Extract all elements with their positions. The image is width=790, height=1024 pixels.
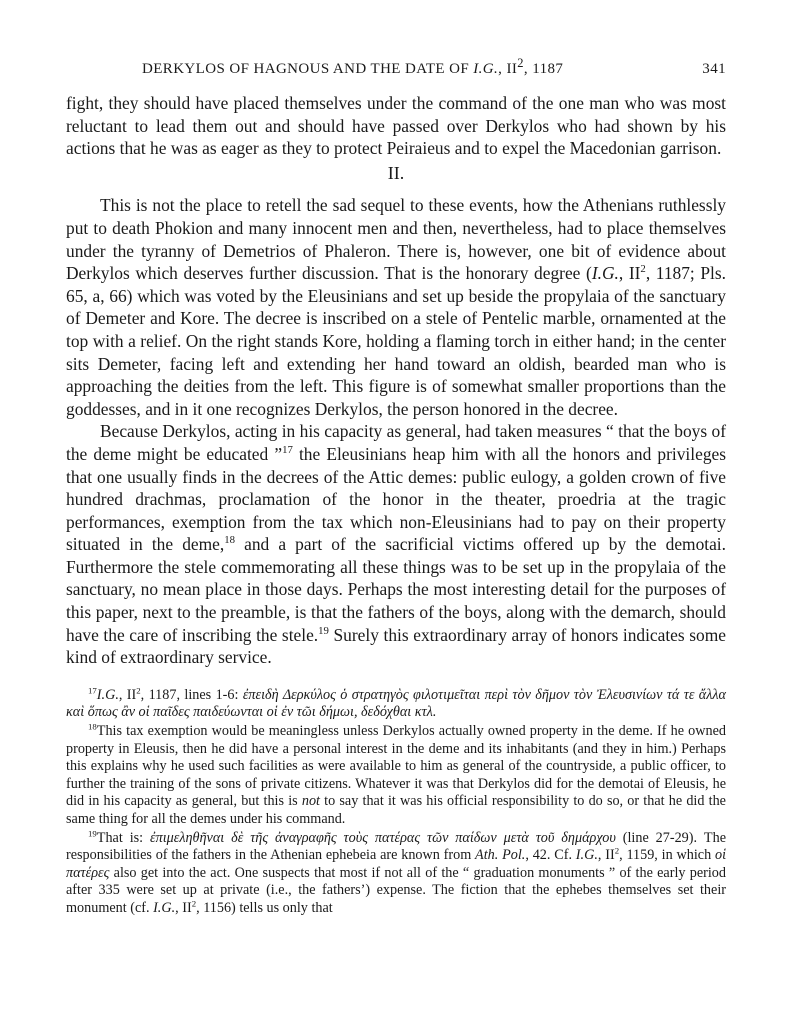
footnote-19-sup-2: 2 [191, 898, 197, 909]
running-head [66, 56, 726, 78]
running-head-title [66, 56, 563, 78]
footnote-19-text-b: (line 27-29). The responsibilities of the fathers in the Athenian ephebeia are known from [66, 829, 726, 864]
footnote-18 [66, 723, 726, 829]
footnote-18-text-b: to say that it was his official responsibility to do so, or that he did the same thing for all the demes under his command. [66, 793, 726, 827]
footnote-19-sup: 2 [614, 845, 620, 856]
footnote-18-number: 18 [88, 721, 97, 732]
footnote-19-greek-2: οἱ πατέρες [66, 847, 727, 881]
paragraph-3-text-c: and a part of the sacrificial victims offered up by the demotai. Furthermore the stele commemorating all these things was to be set up in the propylaia of the sanctuary, no mean place in those days. Perhaps the most interesting detail for the purposes of this paper, next to the preamble, is that the fathers of the boys, along with the demarch, should have the care of inscribing the stele. [66, 534, 726, 645]
footnote-19-text-h: , 1156) tells us only that [196, 899, 333, 916]
footnotes [66, 687, 726, 918]
footnote-18-text: This tax exemption would be meaningless unless Derkylos actually owned property in the deme. If he owned property in Eleusis, then he did have a personal interest in the deme and its inhabitants (and they in him.) Perhaps this explains why he used such facilities as were available to him as general of the countryside, a public officer, to further the training of the sons of private citizens. Whatever it was that Derkylos did for the demotai of Eleusis, he did in his capacity as general, but this is [66, 723, 726, 810]
paragraph-2 [66, 194, 726, 420]
paragraph-1: fight, they should have placed themselves under the command of the one man who was most reluctant to lead them out and should have passed over Derkylos who had shown by his actions that he was as eager as they to protect Peiraieus and to expel the Macedonian garrison. [66, 93, 726, 159]
page [66, 56, 726, 919]
paragraph-2-text-c: , 1187; Pls. 65, a, 66) which was voted by the Eleusinians and set up beside the propylaia of the sanctuary of Demeter and Kore. The decree is inscribed on a stele of Pentelic marble, ornamented at the top with a relief. On the right stands Kore, holding a flaming torch in either hand; in the center sits Demeter, facing left and extending her hand toward an oldish, bearded man who is approaching the deities from the left. This figure is of somewhat smaller proportions than the goddesses, and in it one recognizes Derkylos, the person honored in the decree. [66, 263, 726, 419]
footnote-19-ref-ath-pol: Ath. Pol. [475, 847, 526, 864]
footnote-ref-17[interactable]: 17 [282, 444, 293, 457]
paragraph-3-text-b: the Eleusinians heap him with all the honors and privileges that one usually finds in the decrees of the Attic demes: public eulogy, a golden crown of five hundred drachmas, proclamation of the honor in the theater, proedria at the tragic performances, exemption from the tax which non-Eleusinians had to pay on their property situated in the deme, [66, 443, 726, 555]
footnote-19-number: 19 [88, 827, 97, 838]
paragraph-2-text: This is not the place to retell the sad sequel to these events, how the Athenians ruthlessly put to death Phokion and many innocent men and then, nevertheless, had to place themselves under the tyranny of Demetrios of Phaleron. There is, however, one bit of evidence about Derkylos which deserves further discussion. That is the honorary degree ( [66, 195, 726, 284]
paragraph-3 [66, 420, 726, 669]
paragraph-2-ref: I.G. [591, 263, 619, 284]
footnote-17-number: 17 [88, 685, 97, 696]
section-number: II. [387, 162, 405, 183]
running-head-sup: 2 [517, 56, 524, 70]
footnote-ref-19[interactable]: 19 [318, 624, 329, 637]
footnote-17-text-b: , 1187, lines 1-6: [140, 686, 243, 703]
footnote-ref-18[interactable]: 18 [224, 534, 235, 547]
footnote-17-sup: 2 [136, 685, 141, 696]
footnote-19-text-e: , 1159, in which [619, 847, 715, 864]
running-head-text-3: , 1187 [523, 61, 564, 77]
paragraph-3-text: Because Derkylos, acting in his capacity as general, had taken measures “ that the boys of the deme might be educated ” [66, 421, 726, 464]
footnote-19-greek: ἐπιμεληθῆναι δὲ τῆς ἀναγραφῆς τοὺς πατέρας τῶν παίδων μετὰ τοῦ δημάρχου [150, 829, 616, 846]
footnote-17-text: , II [118, 686, 137, 703]
paragraph-2-sup: 2 [640, 263, 646, 276]
footnote-19-ref-ig: I.G. [575, 847, 598, 864]
footnote-17 [66, 687, 726, 722]
footnote-18-emphasis: not [301, 793, 320, 810]
footnote-19-text-g: , II [175, 899, 192, 916]
footnote-19-ref-ig-2: I.G. [153, 899, 176, 916]
footnote-17-ref: I.G. [96, 686, 119, 703]
footnote-19-text-d: , II [597, 847, 615, 864]
page-number: 341 [702, 61, 726, 77]
footnote-17-greek: ἐπειδὴ Δερκύλος ὁ στρατηγὸς φιλοτιμεῖται περὶ τὸν δῆμον τὸν Ἐλευσινίων τά τε ἄλλα καὶ ὅπως ἂν οἱ παῖδες παιδεύωνται οἱ ἐν τῶι δήμωι, δεδόχθαι κτλ. [66, 686, 726, 721]
running-head-text-2: , II [498, 61, 518, 77]
footnote-19-text: That is: [96, 829, 150, 846]
running-head-ref: I.G. [473, 61, 499, 77]
paragraph-3-text-d: Surely this extraordinary array of honors indicates some kind of extraordinary service. [66, 624, 726, 668]
footnote-19-text-f: also get into the act. One suspects that most if not all of the “ graduation monuments ” of the early period after 335 were set up at private (i.e., the fathers’) expense. The fiction that the ephebes themselves set their monument (cf. [66, 864, 726, 916]
paragraph-2-text-b: , II [618, 263, 641, 284]
running-head-text: DERKYLOS OF HAGNOUS AND THE DATE OF [142, 61, 474, 77]
footnote-19-text-c: , 42. Cf. [525, 847, 576, 864]
footnote-19 [66, 827, 727, 918]
